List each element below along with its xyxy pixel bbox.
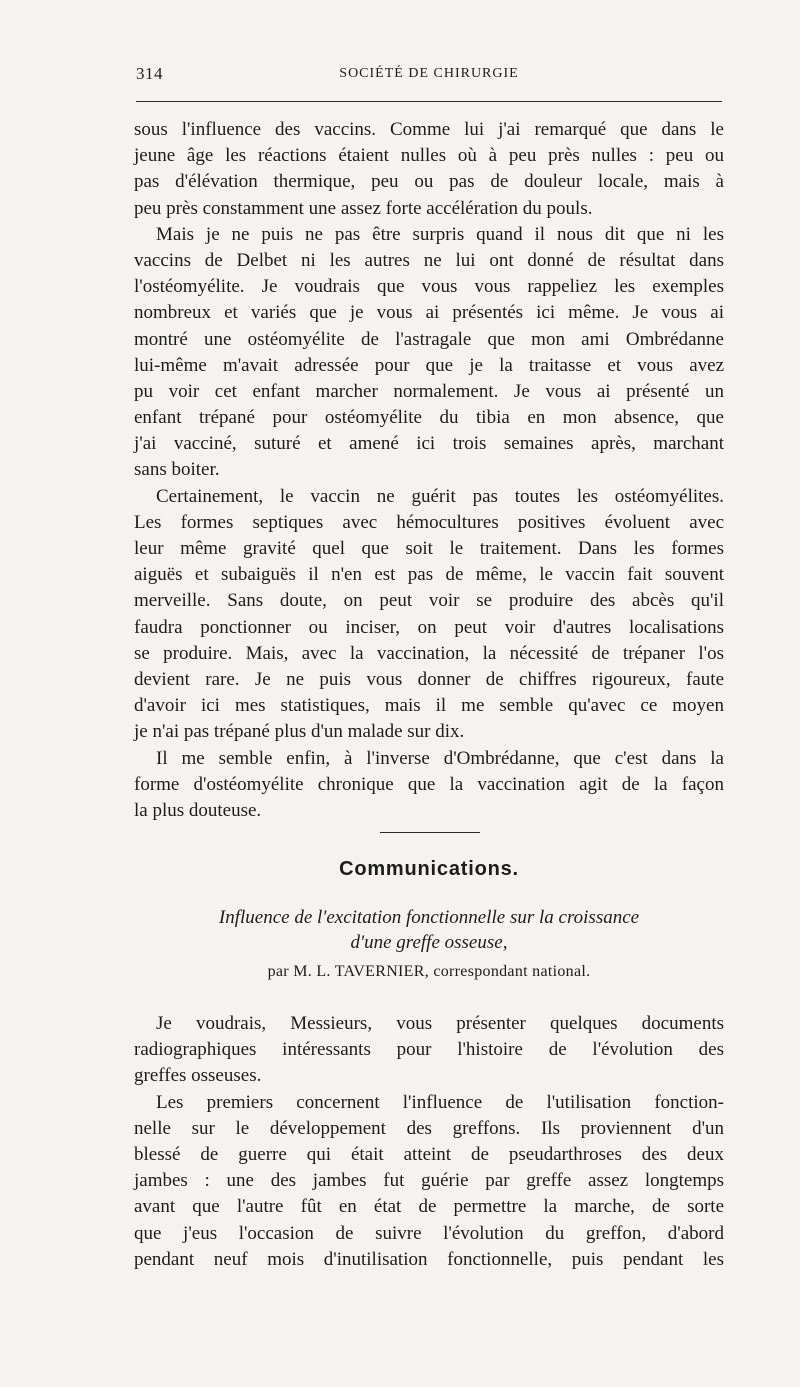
text-line: se produire. Mais, avec la vaccination, la nécessité de trépaner l'os bbox=[134, 642, 724, 664]
text-line: Mais je ne puis ne pas être surpris quand il nous dit que ni les bbox=[156, 223, 724, 245]
text-line: Les premiers concernent l'influence de l'utilisation fonction- bbox=[156, 1091, 724, 1113]
text-line: pas d'élévation thermique, peu ou pas de douleur locale, mais à bbox=[134, 171, 724, 193]
section-divider bbox=[380, 832, 480, 833]
discussion-text bbox=[134, 117, 724, 824]
text-line: greffes osseuses. bbox=[134, 1065, 262, 1087]
text-line: que j'eus l'occasion de suivre l'évolution du greffon, d'abord bbox=[134, 1222, 724, 1244]
text-line: nelle sur le développement des greffons. Ils proviennent d'un bbox=[134, 1117, 724, 1139]
text-line: Les formes septiques avec hémocultures positives évoluent avec bbox=[134, 511, 724, 533]
text-line: jambes : une des jambes fut guérie par greffe assez longtemps bbox=[134, 1170, 724, 1192]
text-line: peu près constamment une assez forte accélération du pouls. bbox=[134, 197, 593, 219]
page-number: 314 bbox=[136, 64, 163, 83]
text-line: jeune âge les réactions étaient nulles où à peu près nulles : peu ou bbox=[134, 145, 724, 167]
running-head: SOCIÉTÉ DE CHIRURGIE bbox=[339, 66, 519, 81]
text-line: pu voir cet enfant marcher normalement. Je vous ai présenté un bbox=[134, 380, 724, 402]
text-line: l'ostéomyélite. Je voudrais que vous vous rappeliez les exemples bbox=[134, 276, 724, 298]
text-line: pendant neuf mois d'inutilisation fonctionnelle, puis pendant les bbox=[134, 1248, 724, 1270]
text-line: sous l'influence des vaccins. Comme lui j'ai remarqué que dans le bbox=[134, 119, 724, 140]
text-line: forme d'ostéomyélite chronique que la vaccination agit de la façon bbox=[134, 773, 724, 795]
article-text bbox=[134, 1011, 724, 1273]
text-line: vaccins de Delbet ni les autres ne lui ont donné de résultat dans bbox=[134, 249, 724, 271]
text-line: sans boiter. bbox=[134, 459, 220, 481]
text-line: enfant trépané pour ostéomyélite du tibia en mon absence, que bbox=[134, 407, 724, 429]
text-line: je n'ai pas trépané plus d'un malade sur dix. bbox=[134, 721, 465, 743]
text-line: montré une ostéomyélite de l'astragale que mon ami Ombrédanne bbox=[134, 328, 724, 350]
text-line: devient rare. Je ne puis vous donner de chiffres rigoureux, faute bbox=[134, 668, 724, 690]
text-line: Je voudrais, Messieurs, vous présenter quelques documents bbox=[156, 1013, 724, 1034]
text-line: aiguës et subaiguës il n'en est pas de même, le vaccin fait souvent bbox=[134, 564, 724, 586]
text-line: merveille. Sans doute, on peut voir se produire des abcès qu'il bbox=[134, 590, 724, 612]
text-line: avant que l'autre fût en état de permettre la marche, de sorte bbox=[134, 1196, 724, 1218]
article-title-line: d'une greffe osseuse, bbox=[350, 932, 508, 953]
text-line: faudra ponctionner ou inciser, on peut voir d'autres localisations bbox=[134, 616, 724, 638]
article-title-line: Influence de l'excitation fonctionnelle sur la croissance bbox=[218, 907, 640, 928]
text-line: Certainement, le vaccin ne guérit pas toutes les ostéomyélites. bbox=[156, 485, 724, 507]
article-title bbox=[134, 905, 724, 955]
text-line: nombreux et variés que je vous ai présentés ici même. Je vous ai bbox=[134, 302, 724, 324]
text-line: blessé de guerre qui était atteint de pseudarthroses des deux bbox=[134, 1143, 724, 1165]
header-rule bbox=[136, 101, 722, 102]
text-line: la plus douteuse. bbox=[134, 799, 262, 821]
article-byline: par M. L. TAVERNIER, correspondant national. bbox=[267, 963, 591, 980]
text-line: j'ai vacciné, suturé et amené ici trois semaines après, marchant bbox=[134, 433, 724, 455]
page-header bbox=[136, 64, 722, 88]
text-line: lui-même m'avait adressée pour que je la traitasse et vous avez bbox=[134, 354, 724, 376]
text-line: Il me semble enfin, à l'inverse d'Ombrédanne, que c'est dans la bbox=[156, 747, 724, 769]
section-title: Communications. bbox=[339, 858, 519, 880]
text-line: radiographiques intéressants pour l'histoire de l'évolution des bbox=[134, 1039, 724, 1061]
text-line: d'avoir ici mes statistiques, mais il me semble qu'avec ce moyen bbox=[134, 695, 724, 717]
text-line: leur même gravité quel que soit le traitement. Dans les formes bbox=[134, 538, 724, 559]
